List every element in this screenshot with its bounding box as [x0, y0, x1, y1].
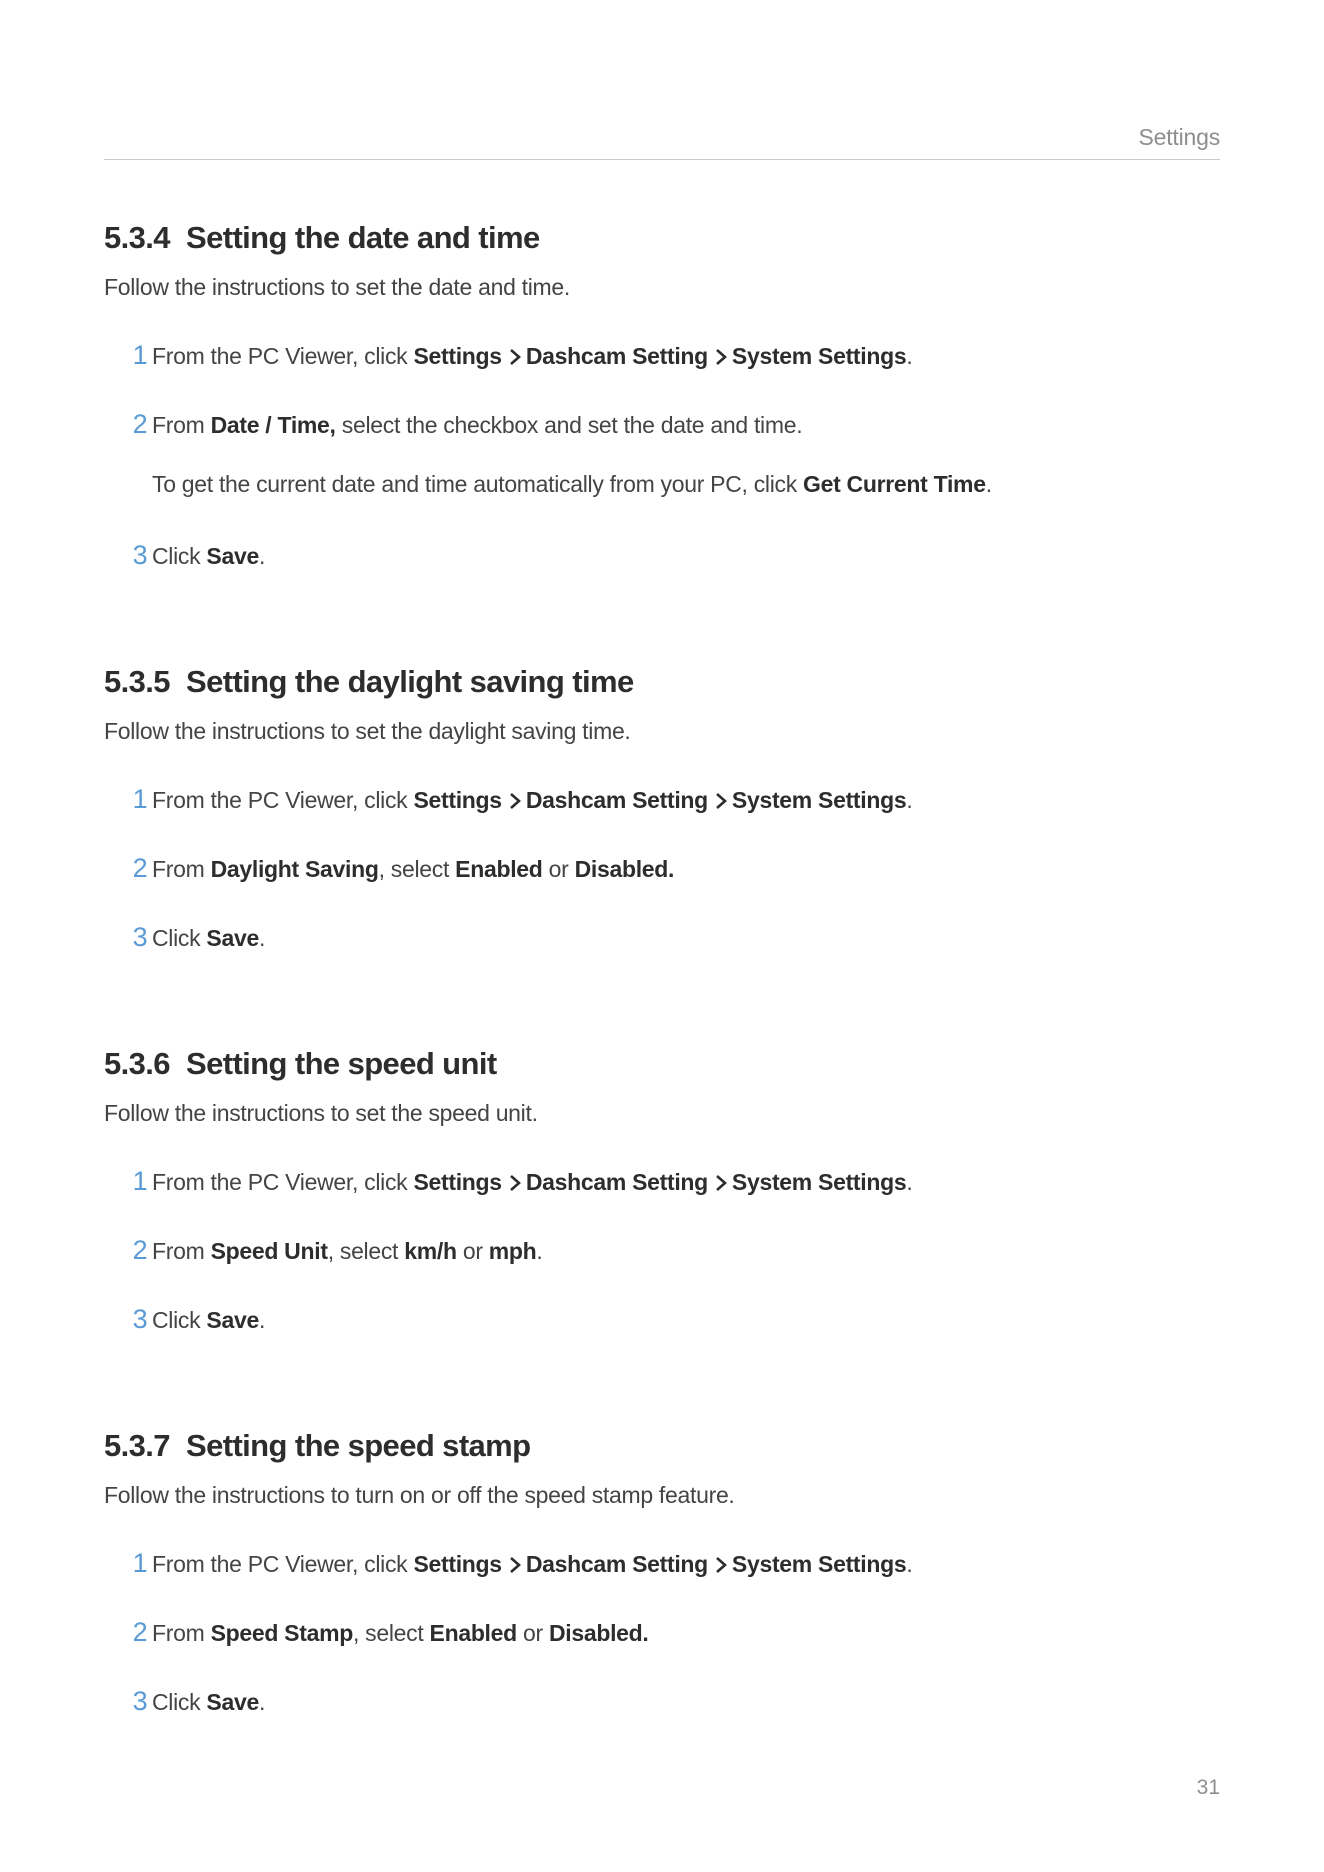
- step-1: 1 From the PC Viewer, click Settings Dashcam Setting System Settings.: [104, 1548, 912, 1579]
- step-note: To get the current date and time automatically from your PC, click Get Current Time.: [152, 471, 992, 497]
- step-number: 2: [132, 1235, 148, 1265]
- section-speed-unit: [104, 1044, 1220, 1334]
- step-number: 3: [132, 1304, 148, 1334]
- section-title: Setting the speed stamp: [186, 1428, 531, 1463]
- step-1: 1 From the PC Viewer, click Settings Dashcam Setting System Settings.: [104, 340, 912, 371]
- chevron-right-icon: [714, 787, 728, 814]
- chevron-right-icon: [714, 343, 728, 370]
- section-heading: [104, 662, 1220, 702]
- step-3: 3 Click Save.: [104, 1686, 265, 1717]
- step-number: 1: [132, 1548, 148, 1578]
- step-number: 1: [132, 1166, 148, 1196]
- step-number: 1: [132, 784, 148, 814]
- step-3: 3 Click Save.: [104, 1304, 265, 1335]
- step-number: 3: [132, 540, 148, 570]
- step-number: 2: [132, 853, 148, 883]
- running-header: Settings: [1138, 124, 1220, 150]
- section-number: 5.3.7: [104, 1428, 170, 1463]
- section-daylight-saving: [104, 662, 1220, 952]
- step-number: 2: [132, 1617, 148, 1647]
- header-divider: [104, 159, 1220, 160]
- step-number: 3: [132, 1686, 148, 1716]
- step-1: 1 From the PC Viewer, click Settings Dashcam Setting System Settings.: [104, 784, 912, 815]
- section-intro: Follow the instructions to set the daylight saving time.: [104, 718, 631, 744]
- chevron-right-icon: [714, 1551, 728, 1578]
- page-number: 31: [1196, 1776, 1220, 1799]
- chevron-right-icon: [508, 1169, 522, 1196]
- step-3: 3 Click Save.: [104, 540, 265, 571]
- section-heading: [104, 1426, 1220, 1466]
- step-number: 1: [132, 340, 148, 370]
- section-intro: Follow the instructions to turn on or off the speed stamp feature.: [104, 1482, 735, 1508]
- menu-path-system-settings: System Settings: [731, 343, 907, 369]
- section-intro: Follow the instructions to set the date and time.: [104, 274, 570, 300]
- section-title: Setting the speed unit: [186, 1046, 497, 1081]
- menu-path-settings: Settings: [413, 343, 502, 369]
- menu-path-dashcam-setting: Dashcam Setting: [525, 343, 708, 369]
- step-3: 3 Click Save.: [104, 922, 265, 953]
- section-heading: [104, 218, 1220, 258]
- section-heading: [104, 1044, 1220, 1084]
- section-date-time: [104, 218, 1220, 570]
- step-number: 2: [132, 409, 148, 439]
- section-number: 5.3.5: [104, 664, 170, 699]
- chevron-right-icon: [714, 1169, 728, 1196]
- step-number: 3: [132, 922, 148, 952]
- chevron-right-icon: [508, 343, 522, 370]
- step-2: 2 From Speed Unit, select km/h or mph.: [104, 1235, 543, 1266]
- section-title: Setting the daylight saving time: [186, 664, 634, 699]
- section-title: Setting the date and time: [186, 220, 540, 255]
- chevron-right-icon: [508, 787, 522, 814]
- section-intro: Follow the instructions to set the speed unit.: [104, 1100, 538, 1126]
- step-2: 2 From Daylight Saving, select Enabled or Disabled.: [104, 853, 674, 884]
- section-number: 5.3.6: [104, 1046, 170, 1081]
- step-1: 1 From the PC Viewer, click Settings Dashcam Setting System Settings.: [104, 1166, 912, 1197]
- section-number: 5.3.4: [104, 220, 170, 255]
- section-speed-stamp: [104, 1426, 1220, 1716]
- step-2: 2 From Date / Time, select the checkbox and set the date and time.: [104, 409, 802, 440]
- chevron-right-icon: [508, 1551, 522, 1578]
- step-2: 2 From Speed Stamp, select Enabled or Disabled.: [104, 1617, 649, 1648]
